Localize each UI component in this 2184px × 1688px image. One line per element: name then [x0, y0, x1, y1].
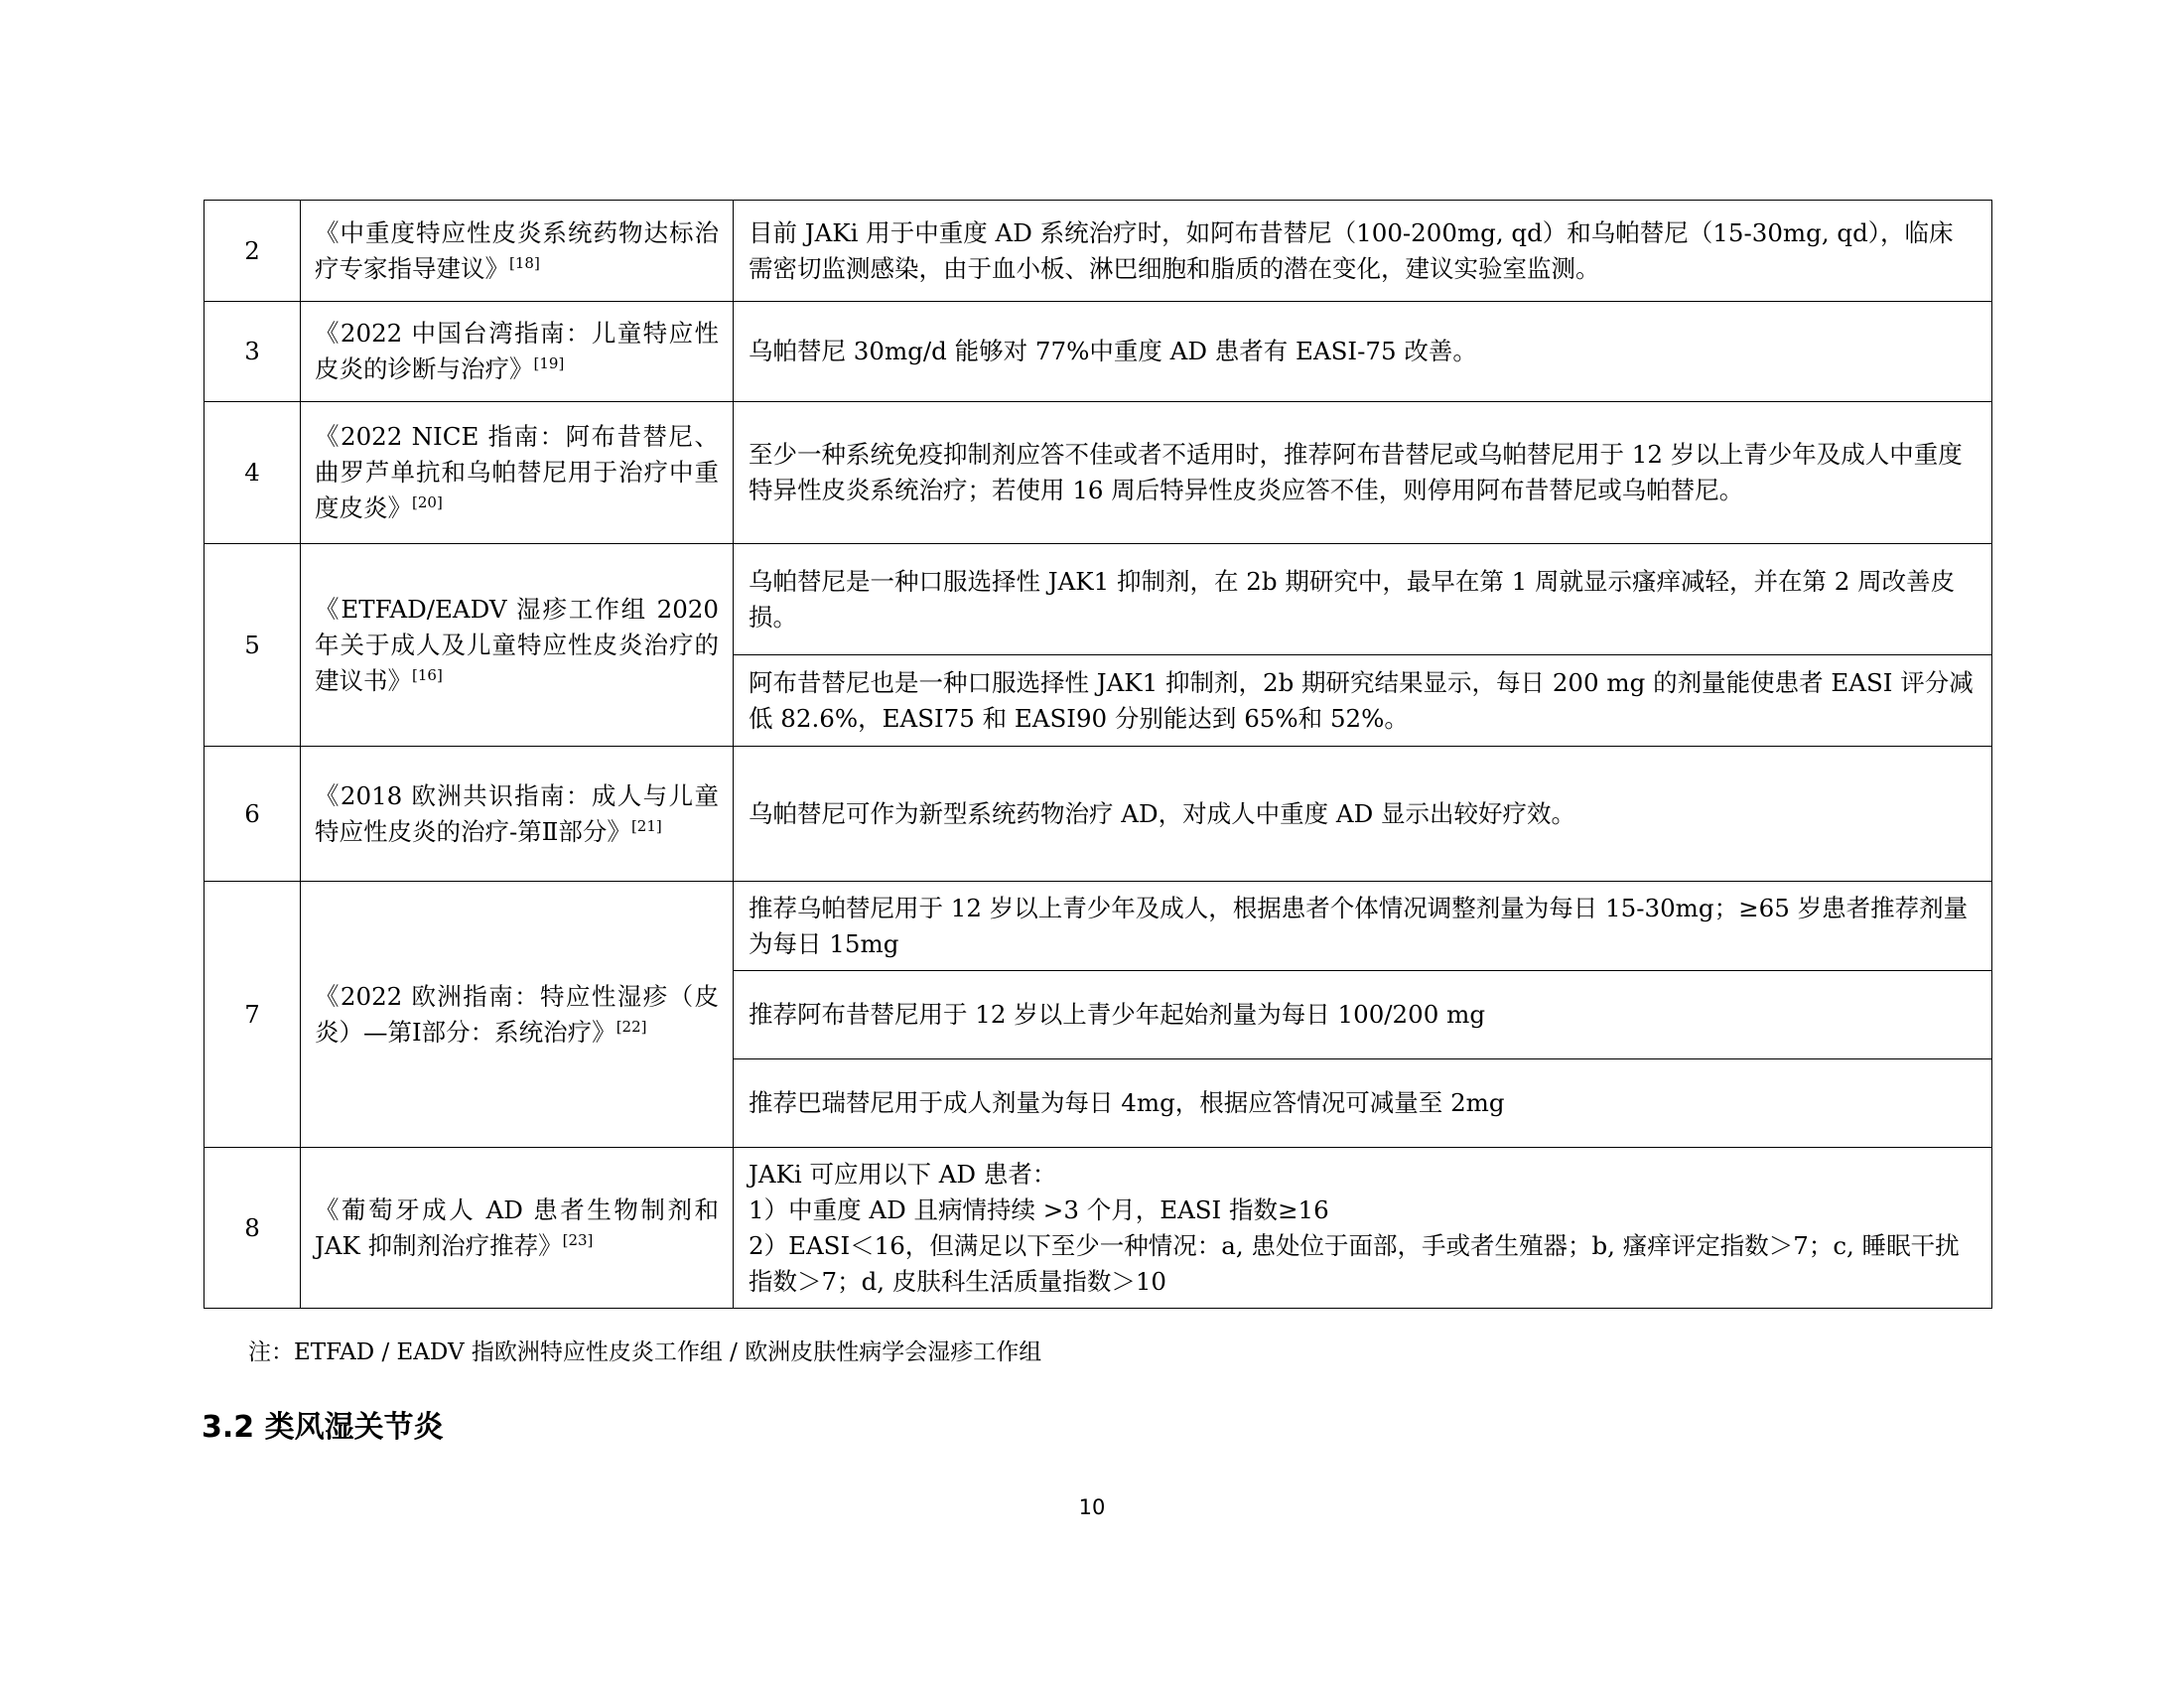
guideline-title: 《ETFAD/EADV 湿疹工作组 2020 年关于成人及儿童特应性皮炎治疗的建议书》[16]	[301, 544, 734, 747]
section-heading: 3.2 类风湿关节炎	[202, 1410, 444, 1445]
recommendation-cell: 乌帕替尼 30mg/d 能够对 77%中重度 AD 患者有 EASI-75 改善。	[734, 302, 1992, 402]
recommendation-cell: 乌帕替尼是一种口服选择性 JAK1 抑制剂，在 2b 期研究中，最早在第 1 周就显示瘙痒减轻，并在第 2 周改善皮损。	[734, 544, 1992, 655]
guideline-title: 《2022 欧洲指南：特应性湿疹（皮炎）—第Ⅰ部分：系统治疗》[22]	[301, 882, 734, 1148]
guideline-table	[204, 200, 1992, 1309]
reference-mark: [23]	[562, 1230, 594, 1249]
recommendation-cell	[734, 1148, 1992, 1309]
recommendation-cell: 推荐乌帕替尼用于 12 岁以上青少年及成人，根据患者个体情况调整剂量为每日 15-30mg；≥65 岁患者推荐剂量为每日 15mg	[734, 882, 1992, 971]
table-row	[205, 1148, 1992, 1309]
recommendation-cell: 推荐巴瑞替尼用于成人剂量为每日 4mg，根据应答情况可减量至 2mg	[734, 1059, 1992, 1148]
row-number: 7	[205, 882, 301, 1148]
recommendation-line: 1）中重度 AD 且病情持续 >3 个月，EASI 指数≥16	[749, 1195, 1329, 1224]
reference-mark: [22]	[615, 1017, 647, 1036]
recommendation-cell: 阿布昔替尼也是一种口服选择性 JAK1 抑制剂，2b 期研究结果显示，每日 200 mg 的剂量能使患者 EASI 评分减低 82.6%，EASI75 和 EASI90 分别能达到 65%和 52%。	[734, 655, 1992, 747]
reference-mark: [20]	[412, 492, 443, 511]
row-number: 4	[205, 402, 301, 544]
table-row	[205, 302, 1992, 402]
row-number: 5	[205, 544, 301, 747]
recommendation-line: JAKi 可应用以下 AD 患者：	[749, 1159, 1057, 1189]
table-row	[205, 882, 1992, 971]
guideline-title: 《葡萄牙成人 AD 患者生物制剂和 JAK 抑制剂治疗推荐》[23]	[301, 1148, 734, 1309]
table-row	[205, 201, 1992, 302]
guideline-title: 《中重度特应性皮炎系统药物达标治疗专家指导建议》[18]	[301, 201, 734, 302]
table-note: 注：ETFAD / EADV 指欧洲特应性皮炎工作组 / 欧洲皮肤性病学会湿疹工作组	[248, 1339, 1042, 1365]
reference-mark: [18]	[509, 253, 540, 272]
recommendation-cell: 目前 JAKi 用于中重度 AD 系统治疗时，如阿布昔替尼（100-200mg, qd）和乌帕替尼（15-30mg, qd），临床需密切监测感染，由于血小板、淋巴细胞和脂质的潜在变化，建议实验室监测。	[734, 201, 1992, 302]
recommendation-line: 2）EASI＜16，但满足以下至少一种情况：a, 患处位于面部，手或者生殖器；b, 瘙痒评定指数＞7；c, 睡眠干扰指数＞7；d, 皮肤科生活质量指数＞10	[749, 1230, 1960, 1296]
table-row	[205, 402, 1992, 544]
guideline-title: 《2018 欧洲共识指南：成人与儿童特应性皮炎的治疗-第Ⅱ部分》[21]	[301, 747, 734, 882]
guideline-title: 《2022 中国台湾指南：儿童特应性皮炎的诊断与治疗》[19]	[301, 302, 734, 402]
guideline-title: 《2022 NICE 指南：阿布昔替尼、曲罗芦单抗和乌帕替尼用于治疗中重度皮炎》[20]	[301, 402, 734, 544]
row-number: 8	[205, 1148, 301, 1309]
page-number: 10	[1078, 1495, 1106, 1519]
recommendation-cell: 至少一种系统免疫抑制剂应答不佳或者不适用时，推荐阿布昔替尼或乌帕替尼用于 12 岁以上青少年及成人中重度特异性皮炎系统治疗；若使用 16 周后特异性皮炎应答不佳，则停用阿布昔替尼或乌帕替尼。	[734, 402, 1992, 544]
recommendation-cell: 乌帕替尼可作为新型系统药物治疗 AD，对成人中重度 AD 显示出较好疗效。	[734, 747, 1992, 882]
row-number: 6	[205, 747, 301, 882]
reference-mark: [19]	[533, 353, 565, 372]
recommendation-cell: 推荐阿布昔替尼用于 12 岁以上青少年起始剂量为每日 100/200 mg	[734, 971, 1992, 1059]
reference-mark: [16]	[412, 665, 443, 684]
table-row	[205, 747, 1992, 882]
reference-mark: [21]	[630, 816, 662, 835]
row-number: 2	[205, 201, 301, 302]
row-number: 3	[205, 302, 301, 402]
table-row	[205, 544, 1992, 655]
